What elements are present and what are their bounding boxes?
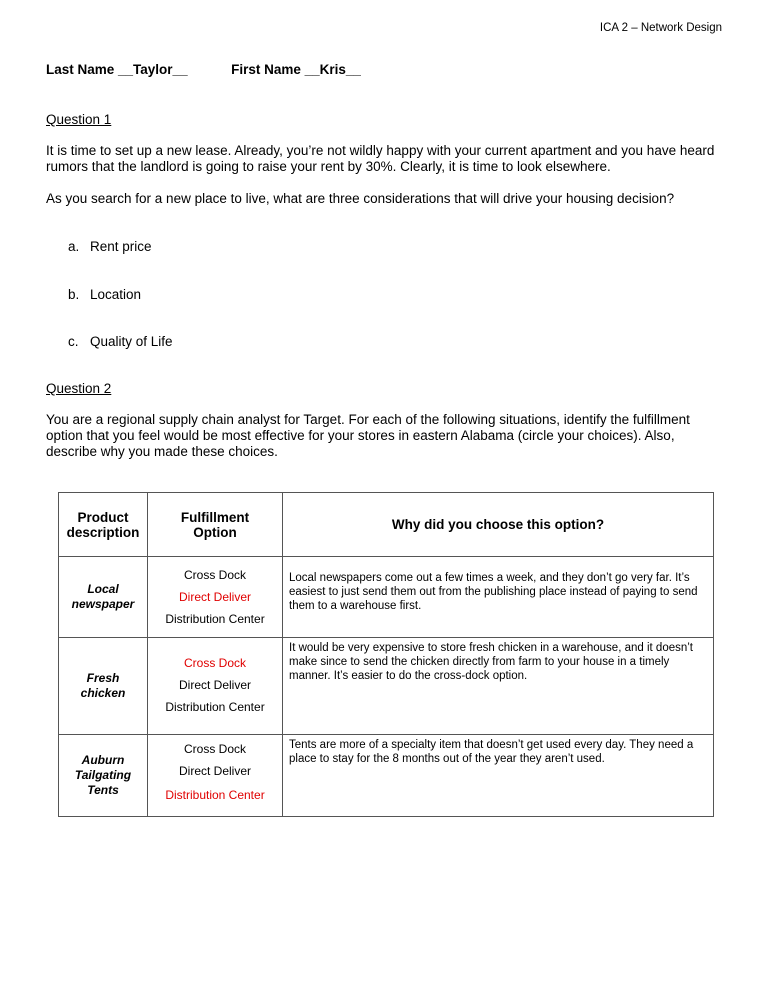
- option-cell: [148, 735, 283, 817]
- option-direct-deliver-chosen[interactable]: Direct Deliver: [178, 590, 251, 604]
- product-cell: Fresh chicken: [59, 638, 148, 735]
- question-1-question: As you search for a new place to live, what are three considerations that will drive your housing decision?: [46, 191, 675, 206]
- header-product: Product description: [59, 493, 148, 557]
- first-name-field: First Name __Kris__: [231, 62, 361, 77]
- reason-cell: It would be very expensive to store fresh chicken in a warehouse, and it doesn’t make since to send the chicken directly from farm to your house in a timely manner. It’s easier to do the cross-dock option.: [283, 638, 714, 735]
- option-cross-dock[interactable]: Cross Dock: [183, 568, 246, 582]
- table-row: [59, 638, 714, 735]
- option-distribution-center[interactable]: Distribution Center: [165, 700, 265, 714]
- answer-letter: c.: [68, 334, 79, 349]
- table-row: [59, 557, 714, 638]
- option-cross-dock-chosen[interactable]: Cross Dock: [183, 656, 246, 670]
- answer-text: Location: [90, 287, 142, 302]
- reason-cell: Tents are more of a specialty item that doesn’t get used every day. They need a place to stay for the 8 months out of the year they aren’t used.: [283, 735, 714, 817]
- answer-text: Quality of Life: [90, 334, 173, 349]
- fulfillment-table: [58, 492, 714, 817]
- question-1-heading: Question 1: [46, 112, 112, 127]
- last-name-field: Last Name __Taylor__: [46, 62, 188, 77]
- question-2-heading: Question 2: [46, 381, 112, 396]
- option-cell: [148, 557, 283, 638]
- answer-b: [68, 287, 141, 302]
- option-direct-deliver[interactable]: Direct Deliver: [178, 764, 251, 778]
- question-1-prompt: It is time to set up a new lease. Already, you’re not wildly happy with your current apartment and you have heard rumors that the landlord is going to raise your rent by 30%. Clearly, it is time to look elsewhere.: [46, 143, 715, 174]
- answer-a: [68, 239, 152, 254]
- table-header-row: [59, 493, 714, 557]
- option-cross-dock[interactable]: Cross Dock: [183, 742, 246, 756]
- option-distribution-center[interactable]: Distribution Center: [165, 612, 265, 626]
- option-cell: [148, 638, 283, 735]
- product-cell: Auburn Tailgating Tents: [59, 735, 148, 817]
- header-option: Fulfillment Option: [148, 493, 283, 557]
- document-header: ICA 2 – Network Design: [599, 22, 722, 34]
- question-2-prompt: You are a regional supply chain analyst for Target. For each of the following situations, identify the fulfillment option that you feel would be most effective for your stores in eastern Alabama (circle your choices). Also, describe why you made these choices.: [46, 412, 690, 459]
- option-distribution-center-chosen[interactable]: Distribution Center: [165, 788, 265, 802]
- answer-letter: a.: [68, 239, 80, 254]
- answer-letter: b.: [68, 287, 80, 302]
- table-row: [59, 735, 714, 817]
- answer-c: [68, 334, 173, 349]
- answer-text: Rent price: [90, 239, 152, 254]
- header-why: Why did you choose this option?: [283, 493, 714, 557]
- name-line: [46, 62, 361, 77]
- product-cell: Local newspaper: [59, 557, 148, 638]
- reason-cell: Local newspapers come out a few times a week, and they don’t go very far. It’s easiest to just send them out from the publishing place instead of paying to send them to a warehouse first.: [283, 557, 714, 638]
- option-direct-deliver[interactable]: Direct Deliver: [178, 678, 251, 692]
